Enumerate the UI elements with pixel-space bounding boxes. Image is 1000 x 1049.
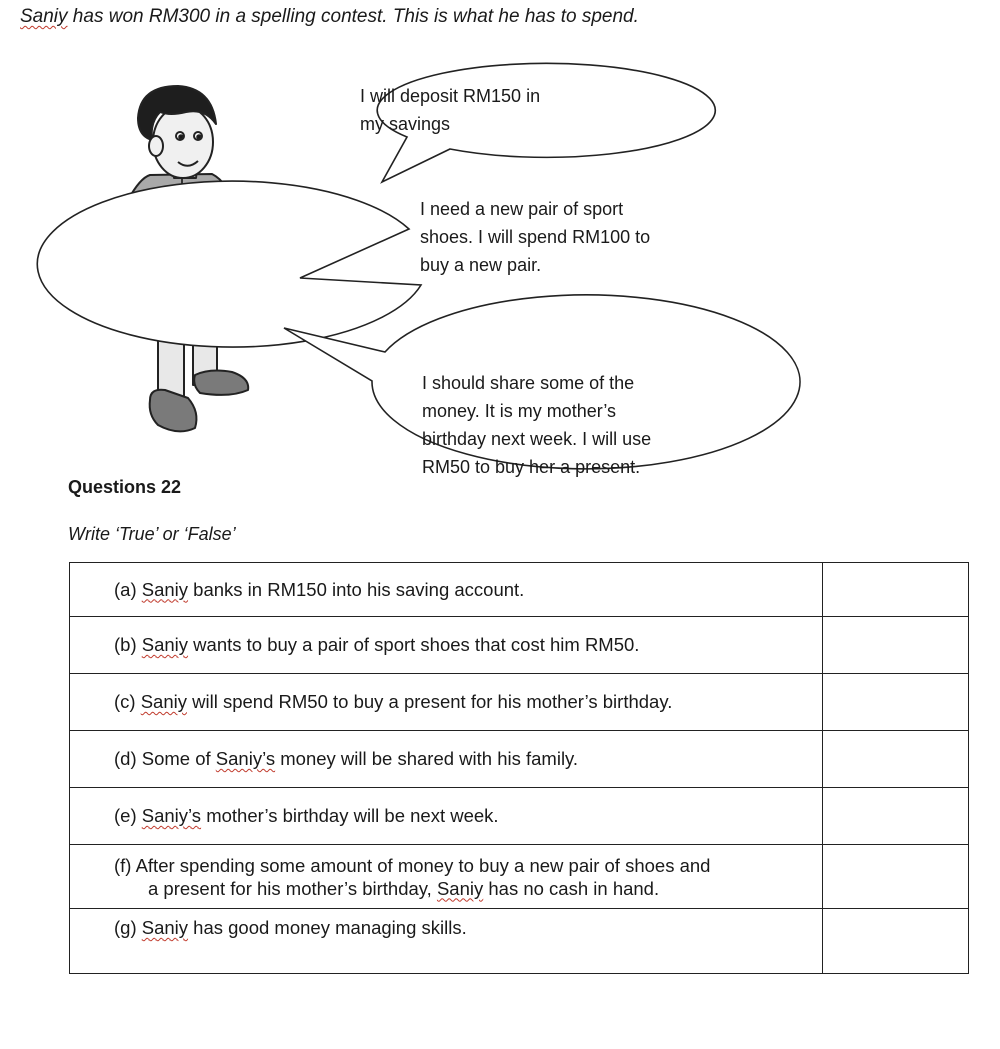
table-row <box>70 788 969 845</box>
table-row <box>70 563 969 617</box>
statement-b: (b) Saniy wants to buy a pair of sport shoes that cost him RM50. <box>70 617 823 674</box>
intro-rest: has won RM300 in a spelling contest. This is what he has to spend. <box>67 6 639 27</box>
bubble-line: RM50 to buy her a present. <box>422 457 641 477</box>
table-row <box>70 617 969 674</box>
bubble-2 <box>37 181 421 347</box>
answer-cell-b[interactable] <box>823 617 969 674</box>
bubble-3-text <box>422 369 651 481</box>
bubble-line: shoes. I will spend RM100 to <box>420 227 651 247</box>
bubble-line: I should share some of the <box>422 373 635 393</box>
statement-d: (d) Some of Saniy’s money will be shared with his family. <box>70 731 823 788</box>
questions-heading: Questions 22 <box>68 477 182 497</box>
statement-f: (f) After spending some amount of money to buy a new pair of shoes and a present for his mother’s birthday, Saniy has no cash in hand. <box>70 845 823 909</box>
table-row <box>70 845 969 909</box>
answer-cell-c[interactable] <box>823 674 969 731</box>
statement-c: (c) Saniy will spend RM50 to buy a present for his mother’s birthday. <box>70 674 823 731</box>
bubble-line: buy a new pair. <box>420 255 542 275</box>
intro-name: Saniy <box>20 6 68 27</box>
answer-cell-d[interactable] <box>823 731 969 788</box>
bubble-line: birthday next week. I will use <box>422 429 652 449</box>
bubble-2-text <box>420 195 650 279</box>
bubble-1-text <box>360 82 540 138</box>
table-row <box>70 909 969 974</box>
table-row <box>70 731 969 788</box>
bubble-line: my savings <box>360 114 451 134</box>
questions-instruction: Write ‘True’ or ‘False’ <box>68 524 236 544</box>
bubble-line: money. It is my mother’s <box>422 401 617 421</box>
statement-e: (e) Saniy’s mother’s birthday will be next week. <box>70 788 823 845</box>
bubble-line: I need a new pair of sport <box>420 199 624 219</box>
bubble-line: I will deposit RM150 in <box>360 86 541 106</box>
true-false-table <box>69 562 969 974</box>
answer-cell-a[interactable] <box>823 563 969 617</box>
statement-a: (a) Saniy banks in RM150 into his saving account. <box>70 563 823 617</box>
answer-cell-g[interactable] <box>823 909 969 974</box>
answer-cell-e[interactable] <box>823 788 969 845</box>
statement-g: (g) Saniy has good money managing skills. <box>70 909 823 974</box>
table-row <box>70 674 969 731</box>
answer-cell-f[interactable] <box>823 845 969 909</box>
